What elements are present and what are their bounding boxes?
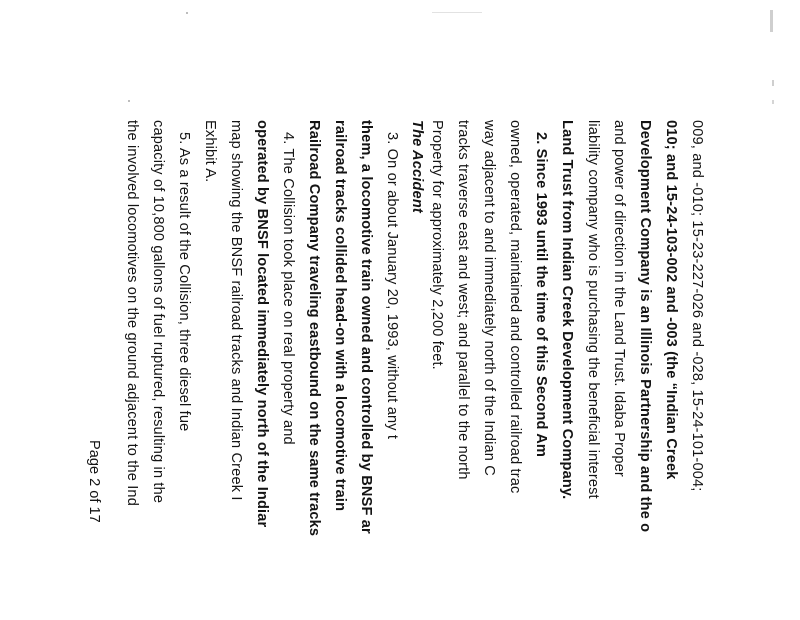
section-heading: The Accident <box>409 120 425 213</box>
paragraph-4-first-line: 4. The Collision took place on real property and <box>280 132 296 445</box>
body-line: Development Company is an Illinois Partnership and the o <box>637 120 653 533</box>
paragraph-5-first-line: 5. As a result of the Collision, three diesel fue <box>176 132 192 432</box>
body-line: liability company who is purchasing the beneficial interest <box>585 120 601 499</box>
body-line: them, a locomotive train owned and controlled by BNSF ar <box>358 120 374 534</box>
scan-speck <box>432 12 482 13</box>
body-line: and power of direction in the Land Trust. Idaba Proper <box>611 120 627 477</box>
paragraph-3-first-line: 3. On or about January 20, 1993, without any t <box>384 132 400 440</box>
scan-speck <box>128 100 130 102</box>
body-line: owned, operated, maintained and controlled railroad trac <box>507 120 523 494</box>
scan-speck <box>186 12 188 14</box>
body-line: 009, and -010; 15-23-227-026 and -028, 15-24-101-004; <box>689 120 705 492</box>
page-number: Page 2 of 17 <box>86 440 102 523</box>
body-line: the involved locomotives on the ground adjacent to the Ind <box>124 120 140 506</box>
scan-speck <box>772 100 774 104</box>
body-line: railroad tracks collided head-on with a locomotive train <box>332 120 348 512</box>
body-line: tracks traverse east and west; and parallel to the north <box>455 120 471 480</box>
rotated-page-content <box>100 120 710 620</box>
body-line: capacity of 10,800 gallons of fuel ruptured, resulting in the <box>150 120 166 504</box>
body-line: Property for approximately 2,200 feet. <box>429 120 445 370</box>
body-line: 010; and 15-24-103-002 and -003 (the “Indian Creek <box>663 120 679 480</box>
body-line: map showing the BNSF railroad tracks and Indian Creek I <box>228 120 244 501</box>
body-line: Exhibit A. <box>202 120 218 183</box>
scan-speck <box>772 80 774 86</box>
body-line: operated by BNSF located immediately north of the Indiar <box>254 120 270 528</box>
body-line: Railroad Company traveling eastbound on the same tracks <box>306 120 322 537</box>
body-line: Land Trust from Indian Creek Development Company. <box>559 120 575 500</box>
body-line: way adjacent to and immediately north of the Indian C <box>481 120 497 476</box>
paragraph-2-first-line: 2. Since 1993 until the time of this Second Am <box>533 132 549 458</box>
scan-speck <box>770 10 773 32</box>
